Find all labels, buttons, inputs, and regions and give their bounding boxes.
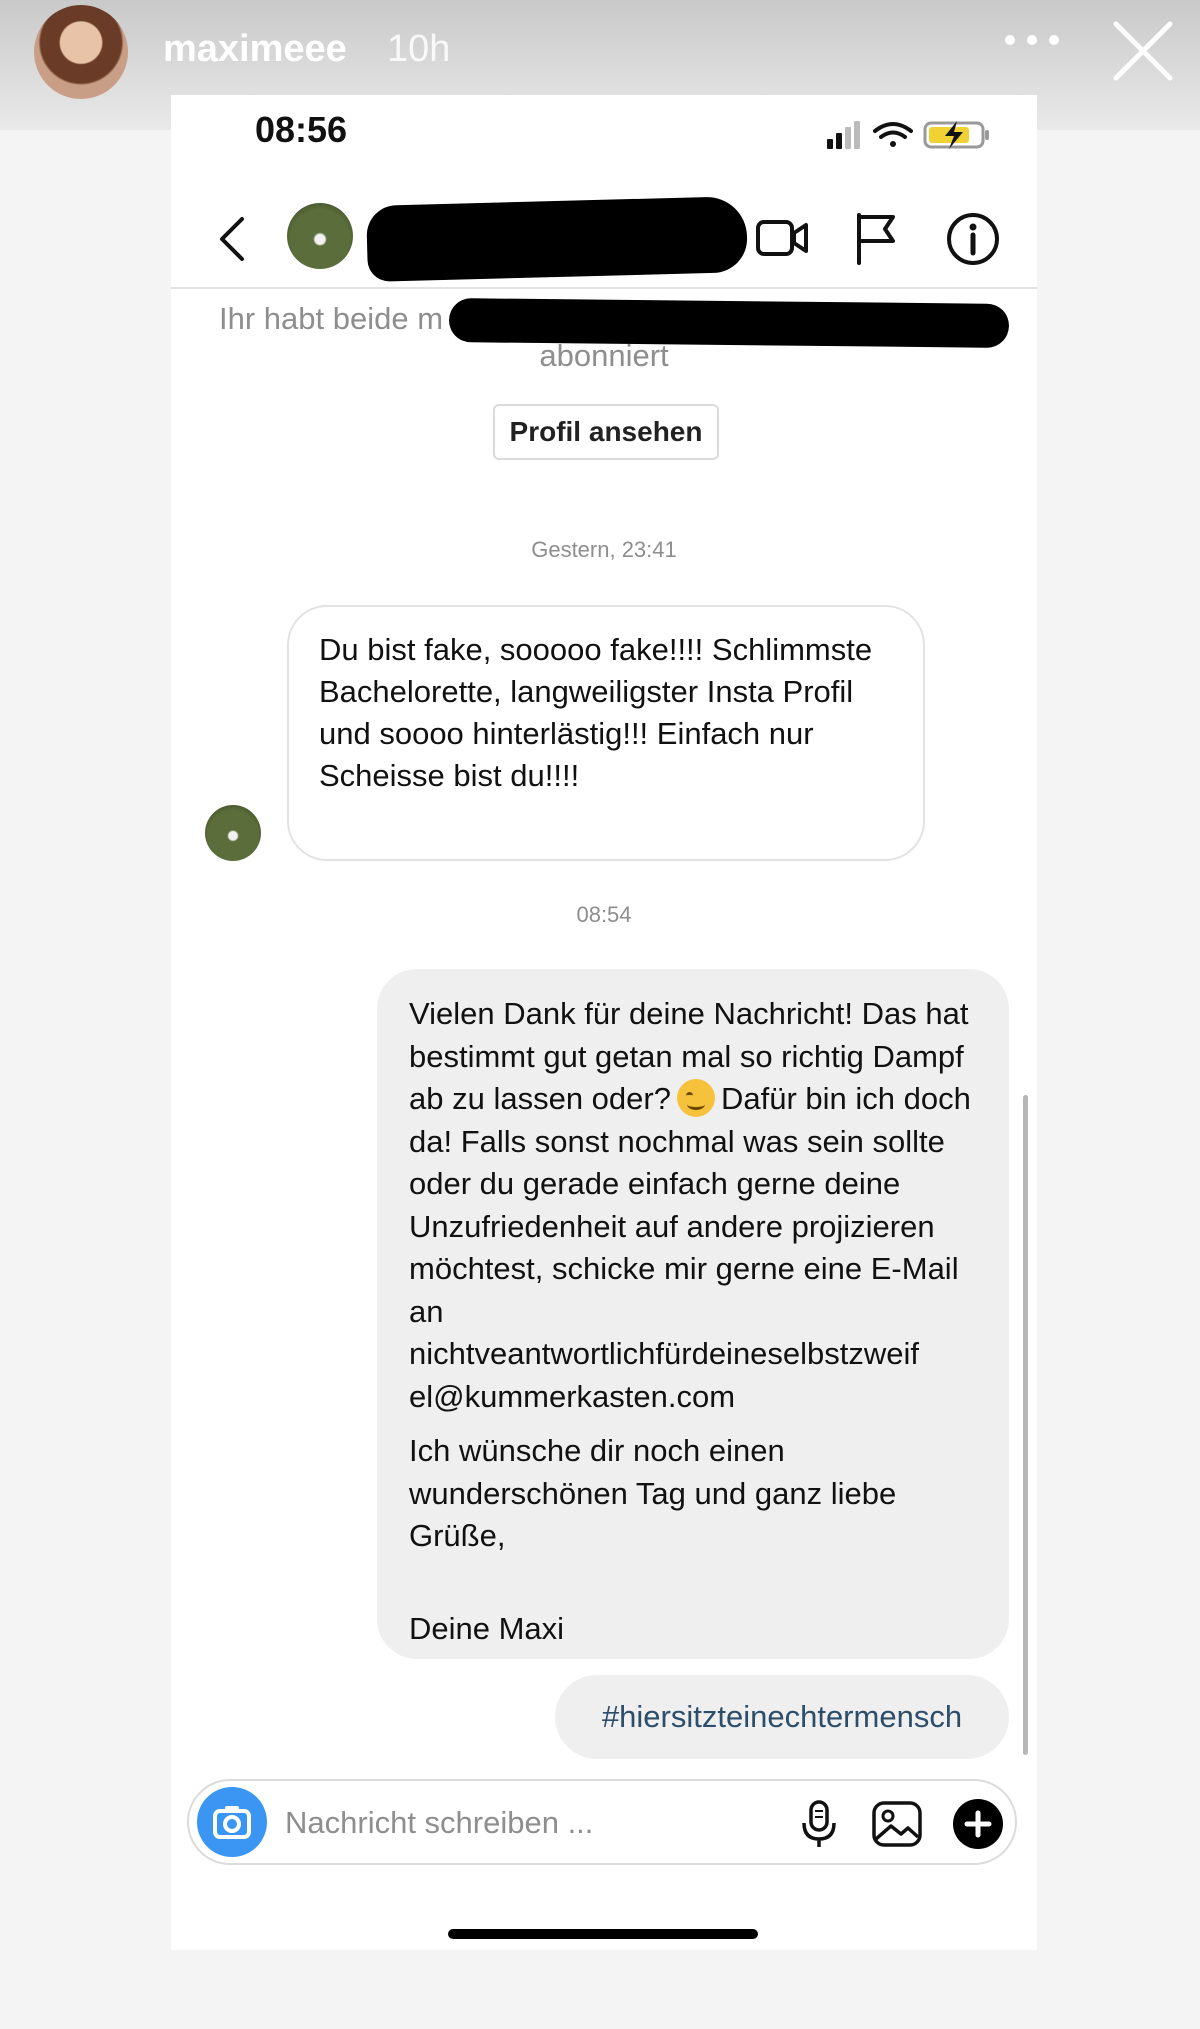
info-icon[interactable] [945, 211, 1001, 267]
status-icons [827, 117, 997, 151]
message-input[interactable] [285, 1801, 725, 1845]
closing-text: Ich wünsche dir noch einen wunderschönen Tag und ganz liebe Grüße, [409, 1433, 897, 1553]
incoming-message-bubble[interactable] [287, 605, 925, 861]
microphone-icon[interactable] [799, 1799, 839, 1849]
message-composer [187, 1779, 1017, 1865]
story-avatar[interactable] [34, 5, 128, 99]
story-username[interactable]: maximeee [163, 28, 347, 70]
camera-button[interactable] [197, 1787, 267, 1857]
close-icon[interactable] [1112, 20, 1174, 82]
scrollbar[interactable] [1023, 1095, 1028, 1755]
winking-face-emoji-icon [677, 1079, 715, 1117]
message-timestamp: Gestern, 23:41 [531, 537, 677, 562]
redacted-contact-name [366, 196, 748, 282]
dm-screenshot [171, 95, 1037, 1950]
story-time-ago: 10h [387, 28, 451, 70]
sender-avatar[interactable] [205, 805, 261, 861]
email-line-1: nichtveantwortlichfürdeineselbstzweif [409, 1336, 920, 1371]
contact-avatar[interactable] [287, 203, 353, 269]
chat-header [171, 193, 1037, 289]
flag-icon[interactable] [853, 211, 899, 265]
mutual-followers-text: Ihr habt beide m [219, 301, 444, 336]
hashtag-text[interactable]: #hiersitzteinechtermensch [601, 1699, 963, 1734]
incoming-message-text: Du bist fake, sooooo fake!!!! Schlimmste Bachelorette, langweiligster Insta Profil und soooo hinterlästig!!! Einfach nur Scheisse bist du!!!! [319, 632, 873, 793]
more-options-icon[interactable] [1002, 30, 1062, 50]
wifi-icon [875, 124, 911, 147]
email-line-2: el@kummerkasten.com [409, 1378, 736, 1414]
signature-text: Deine Maxi [409, 1610, 565, 1646]
outgoing-message-body: Vielen Dank für deine Nachricht! Das hat bestimmt gut getan mal so richtig Dampf ab zu lassen oder? Dafür bin ich doch da! Falls sonst nochmal was sein sollte oder du gerade einfach gerne deine Unzufriedenheit auf andere projizieren möchtest, schicke mir gerne eine E-Mail an [409, 996, 971, 1329]
back-chevron-icon[interactable] [214, 215, 250, 263]
status-time: 08:56 [255, 109, 348, 150]
mutual-followers-text-end: abonniert [539, 338, 669, 373]
video-call-icon[interactable] [755, 213, 809, 263]
signal-icon [827, 121, 860, 149]
camera-icon [197, 1787, 267, 1857]
hashtag-message-bubble[interactable] [555, 1675, 1009, 1759]
message-timestamp: 08:54 [576, 902, 632, 927]
battery-charging-icon [925, 121, 989, 149]
home-indicator[interactable] [448, 1929, 758, 1939]
plus-icon [953, 1799, 1003, 1849]
view-profile-button[interactable]: Profil ansehen [493, 404, 719, 460]
outgoing-message-bubble[interactable] [377, 969, 1009, 1659]
add-plus-button[interactable] [953, 1799, 1003, 1849]
gallery-image-icon[interactable] [871, 1799, 923, 1849]
